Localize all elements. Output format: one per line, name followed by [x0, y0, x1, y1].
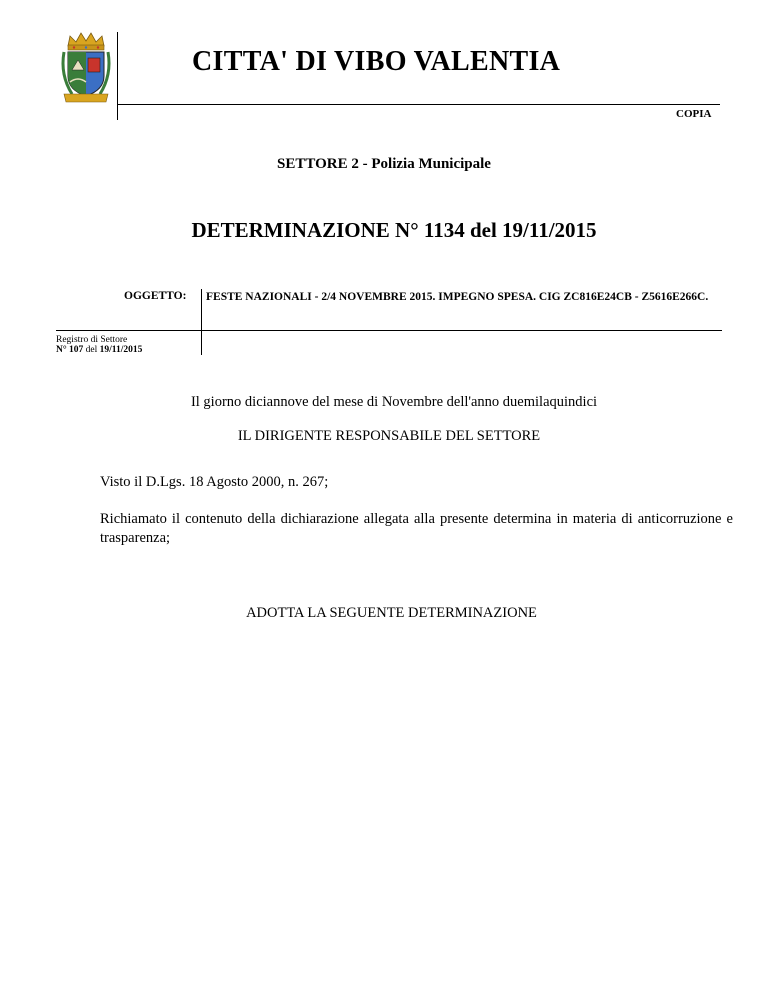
- registry-date: 19/11/2015: [99, 345, 143, 355]
- date-sentence: Il giorno diciannove del mese di Novembre dell'anno duemilaquindici: [190, 394, 598, 410]
- subject-text: FESTE NAZIONALI - 2/4 NOVEMBRE 2015. IMPEGNO SPESA. CIG ZC816E24CB - Z5616E266C.: [206, 291, 709, 303]
- registry-label: Registro di Settore: [56, 335, 128, 345]
- richiamato-paragraph: Richiamato il contenuto della dichiarazione allegata alla presente determina in materia di anticorruzione e trasparenza;: [100, 511, 733, 546]
- registry-divider: [56, 330, 722, 331]
- header-divider-horizontal: [117, 104, 720, 105]
- registry-connector: del: [83, 345, 100, 355]
- adopts-heading: ADOTTA LA SEGUENTE DETERMINAZIONE: [246, 605, 537, 621]
- registry-number-value: N° 107: [56, 345, 84, 355]
- visto-paragraph: Visto il D.Lgs. 18 Agosto 2000, n. 267;: [100, 474, 329, 490]
- city-title: CITTA' DI VIBO VALENTIA: [192, 46, 561, 77]
- sector-heading: SETTORE 2 - Polizia Municipale: [277, 156, 491, 172]
- copy-label: COPIA: [676, 108, 712, 120]
- subject-label: OGGETTO:: [124, 290, 187, 302]
- registry-number: [56, 345, 142, 355]
- header-divider-vertical: [117, 32, 118, 120]
- subject-divider: [201, 289, 202, 355]
- determination-title: DETERMINAZIONE N° 1134 del 19/11/2015: [191, 218, 597, 242]
- manager-heading: IL DIRIGENTE RESPONSABILE DEL SETTORE: [237, 428, 541, 444]
- municipal-crest-icon: [58, 30, 114, 104]
